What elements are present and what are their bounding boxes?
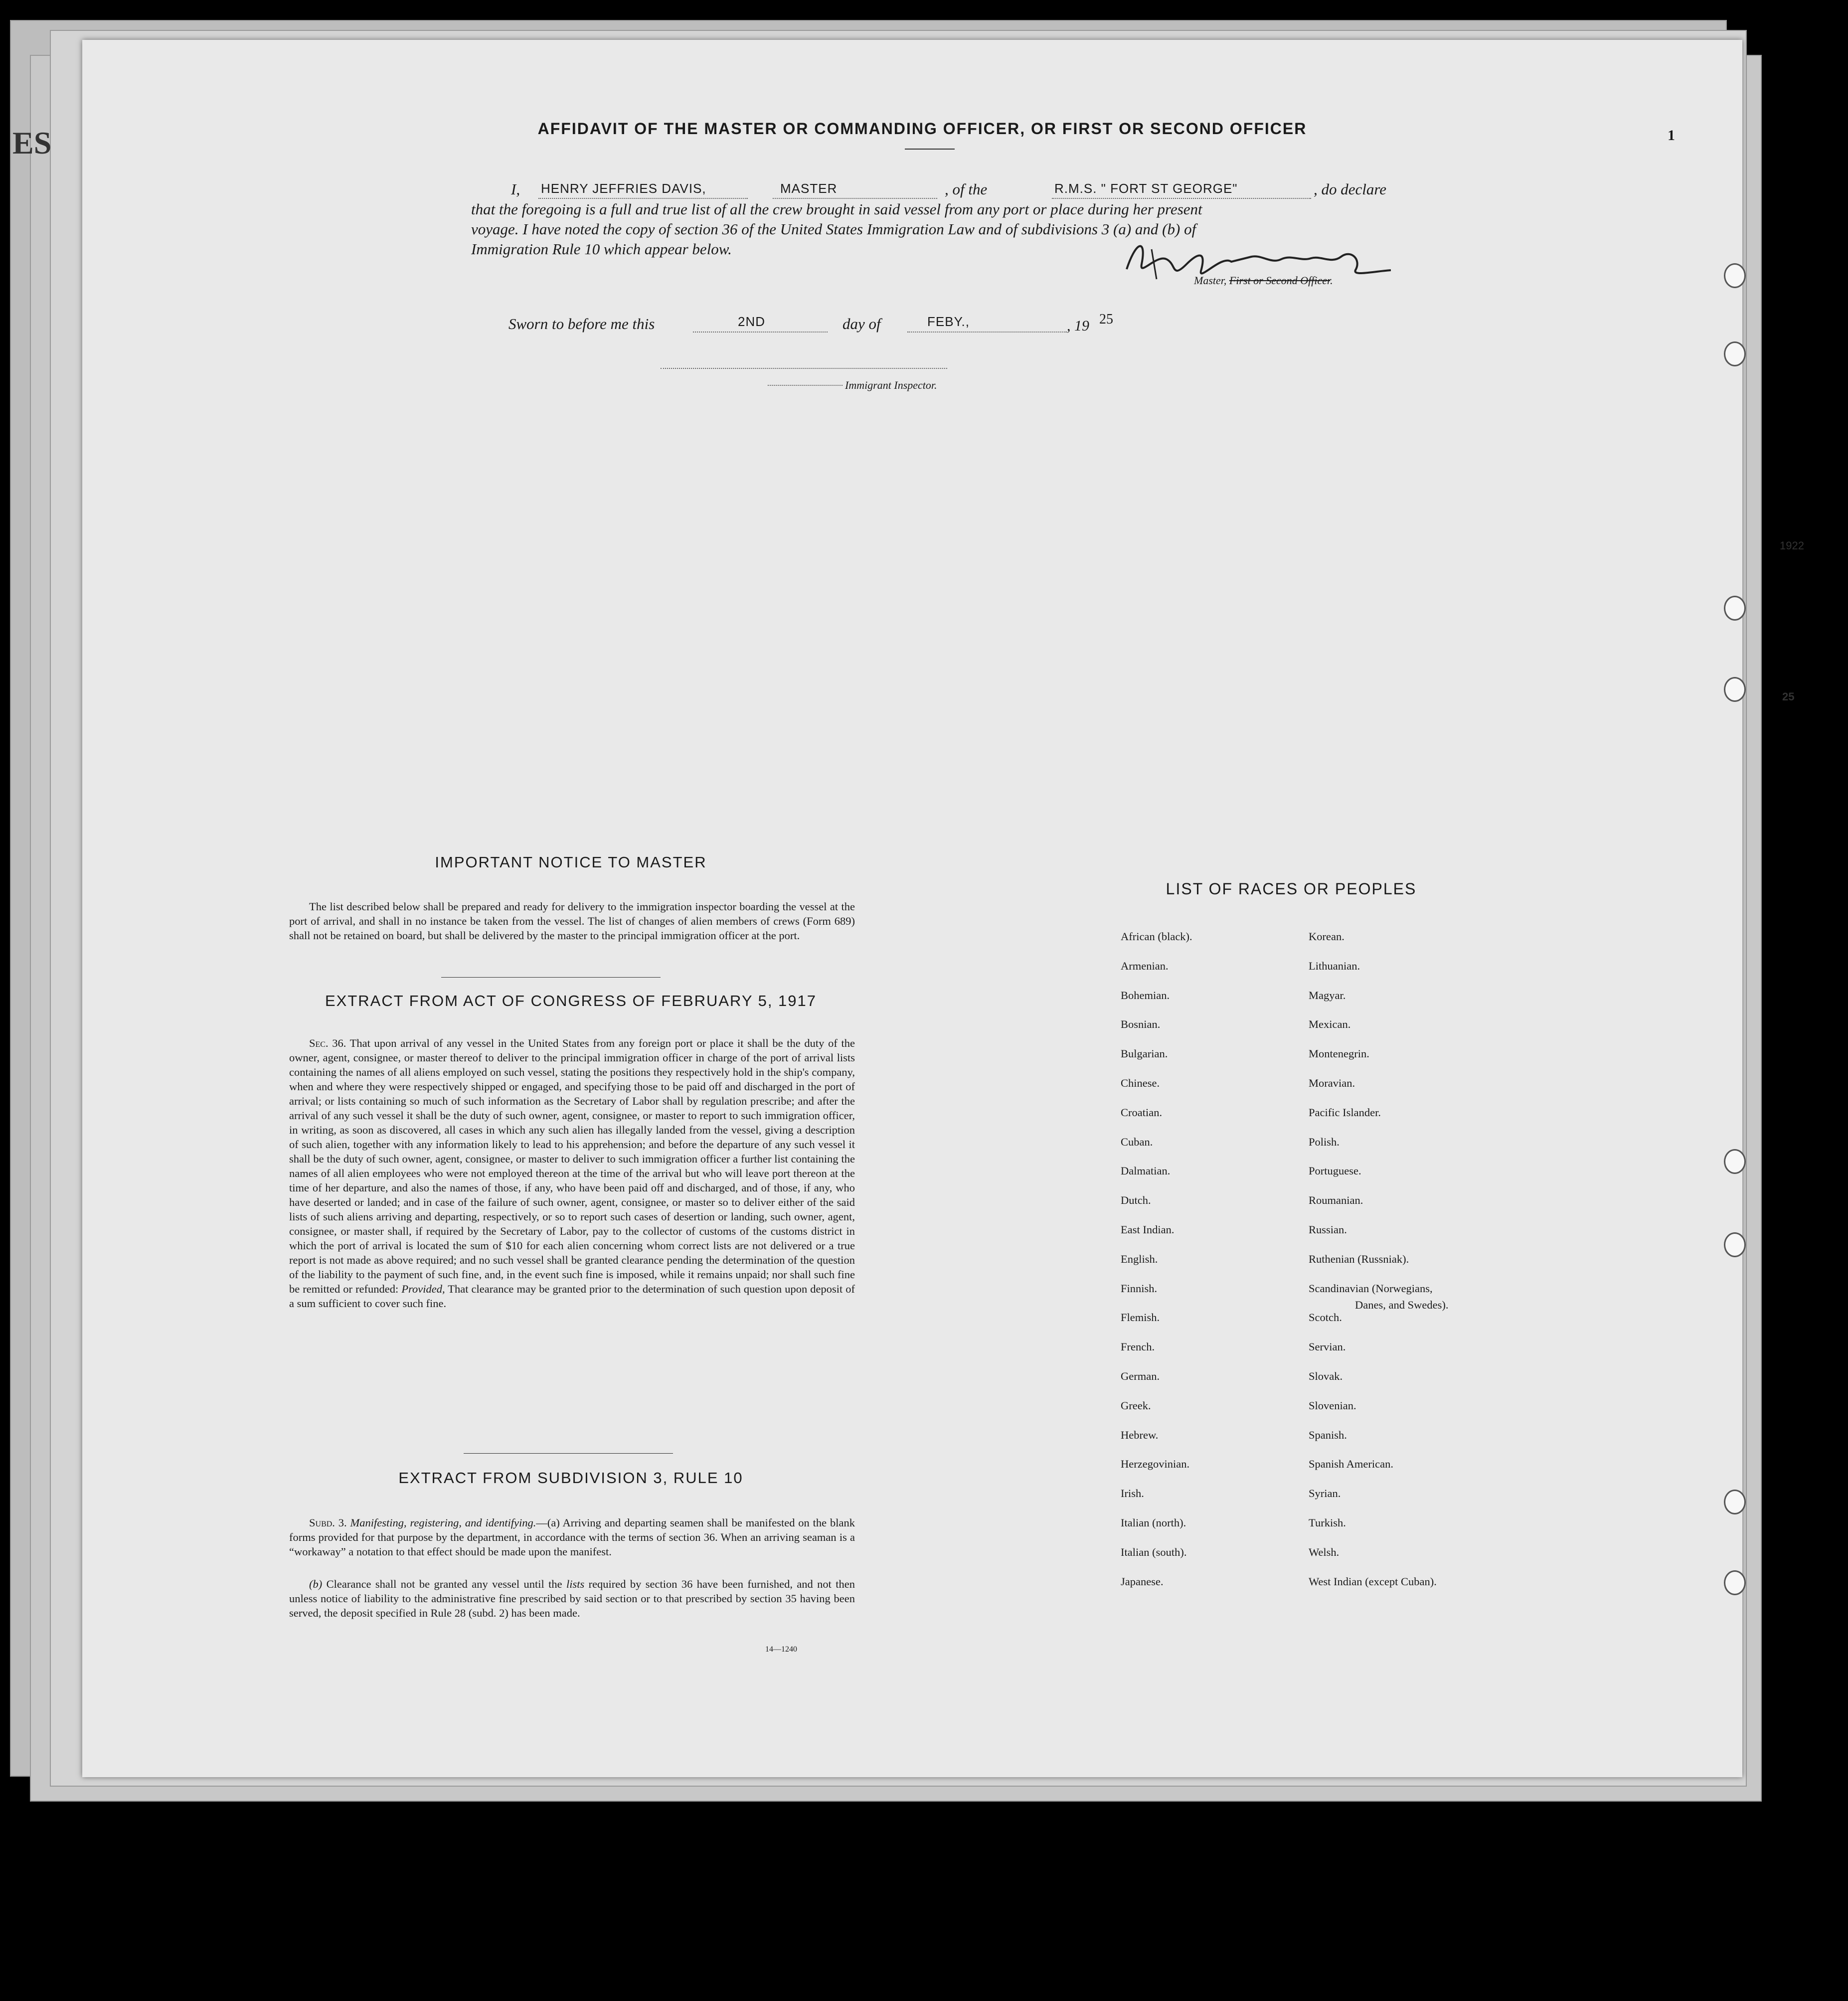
race-item: Bulgarian. — [1121, 1047, 1168, 1060]
sworn-month-line — [907, 332, 1067, 333]
binder-hole — [1724, 1490, 1746, 1514]
race-item: Mexican. — [1309, 1018, 1351, 1030]
sworn-line — [508, 315, 1157, 333]
binder-hole — [1724, 1149, 1746, 1174]
provided-word: Provided, — [401, 1283, 445, 1295]
sworn-day-line — [693, 332, 828, 333]
declaration-line-4: Immigration Rule 10 which appear below. — [471, 240, 732, 258]
declaration-line-3: voyage. I have noted the copy of section 36 of the United States Immigration Law and of subdivisions 3 (a) and (b) of — [471, 220, 1196, 238]
back-sheet-date: 1922 — [1780, 539, 1804, 552]
race-item: Syrian. — [1309, 1487, 1341, 1500]
binder-hole — [1724, 1232, 1746, 1257]
race-item: Hebrew. — [1121, 1429, 1159, 1441]
race-item-scandinavian-cont: Danes, and Swedes). — [1355, 1299, 1449, 1311]
race-item: Italian (north). — [1121, 1516, 1186, 1529]
race-item: Chinese. — [1121, 1077, 1160, 1089]
race-item: Scandinavian (Norwegians, — [1309, 1282, 1433, 1295]
affidavit-title: AFFIDAVIT OF THE MASTER OR COMMANDING OFFICER, OR FIRST OR SECOND OFFICER — [537, 120, 1307, 138]
race-item: Roumanian. — [1309, 1194, 1363, 1206]
rank-fill-line — [773, 198, 937, 199]
declaration-prefix: I, — [511, 180, 520, 198]
form-number: 14—1240 — [765, 1645, 797, 1654]
race-item: Croatian. — [1121, 1106, 1163, 1119]
race-item: Turkish. — [1309, 1516, 1346, 1529]
binder-hole — [1724, 341, 1746, 366]
race-item: Dutch. — [1121, 1194, 1151, 1206]
extract-act-title: EXTRACT FROM ACT OF CONGRESS OF FEBRUARY 5, 1917 — [325, 992, 817, 1009]
signature-caption: Master, First or Second Officer. — [1194, 274, 1333, 287]
notice-title: IMPORTANT NOTICE TO MASTER — [435, 853, 707, 871]
subd-label: Subd. 3. — [309, 1516, 347, 1529]
race-item: West Indian (except Cuban). — [1309, 1575, 1437, 1588]
race-item: French. — [1121, 1340, 1155, 1353]
page-number-mark: 1 — [1668, 127, 1675, 144]
race-item: Cuban. — [1121, 1136, 1153, 1148]
races-title: LIST OF RACES OR PEOPLES — [1166, 880, 1417, 898]
race-item: German. — [1121, 1370, 1160, 1382]
back-sheet-margin-text: ES — [12, 125, 52, 161]
day-of-text: day of — [842, 315, 881, 333]
race-item: Moravian. — [1309, 1077, 1355, 1089]
sworn-month-field: FEBY., — [927, 314, 970, 329]
subd-heading: Manifesting, registering, and identifying. — [350, 1516, 536, 1529]
race-item: Armenian. — [1121, 960, 1169, 972]
extract-rule-para-a — [289, 1515, 855, 1559]
binder-hole — [1724, 1570, 1746, 1595]
do-declare-text: , do declare — [1314, 180, 1387, 198]
binder-hole — [1724, 596, 1746, 621]
race-item: Japanese. — [1121, 1575, 1164, 1588]
race-item: Herzegovinian. — [1121, 1458, 1190, 1470]
race-item: Pacific Islander. — [1309, 1106, 1381, 1119]
extract-rule-para-b: (b) Clearance shall not be granted any vessel until the lists required by section 36 have been furnished, and not then unless notice of liability to the administrative fine prescribed by said section or to that prescribed by section 35 having been served, the deposit specified in Rule 28 (subd. 2) has been made. — [289, 1578, 855, 1619]
race-item: Welsh. — [1309, 1546, 1340, 1558]
race-item: Spanish American. — [1309, 1458, 1393, 1470]
race-item: Portuguese. — [1309, 1165, 1361, 1177]
of-the-text: , of the — [945, 180, 988, 198]
race-item: English. — [1121, 1253, 1158, 1265]
declaration-line-2: that the foregoing is a full and true list of all the crew brought in said vessel from any port or place during her present — [471, 200, 1202, 218]
inspector-line-short — [768, 385, 842, 386]
race-item: Montenegrin. — [1309, 1047, 1369, 1060]
race-item: Korean. — [1309, 930, 1344, 943]
race-item: East Indian. — [1121, 1223, 1175, 1236]
race-item: Ruthenian (Russniak). — [1309, 1253, 1409, 1265]
year-suffix-handwritten: 25 — [1099, 312, 1113, 327]
race-item: Magyar. — [1309, 989, 1346, 1001]
extract-rule-title: EXTRACT FROM SUBDIVISION 3, RULE 10 — [398, 1469, 743, 1487]
race-item: Scotch. — [1309, 1311, 1342, 1324]
back-sheet-year: 25 — [1782, 690, 1795, 703]
race-item: Finnish. — [1121, 1282, 1158, 1295]
inspector-signature-line — [661, 368, 947, 369]
race-item: Polish. — [1309, 1136, 1340, 1148]
race-item: Slovak. — [1309, 1370, 1343, 1382]
extract-act-text — [289, 1036, 855, 1311]
race-item: Spanish. — [1309, 1429, 1347, 1441]
race-item: Italian (south). — [1121, 1546, 1187, 1558]
extract-divider — [464, 1453, 673, 1454]
rank-field: MASTER — [780, 181, 838, 196]
section-body-end: That clearance may be granted prior to the determination of such question upon deposit of a sum sufficient to cover such fine. — [289, 1283, 855, 1310]
race-item: Bosnian. — [1121, 1018, 1161, 1030]
notice-divider — [441, 977, 661, 978]
para-b-label: (b) — [309, 1578, 323, 1590]
subd-para-a: —(a) Arriving and departing seamen shall be manifested on the blank forms provided for that purpose by the department, in accordance with the terms of section 36. When an arriving seaman is a “workaway” a notation to that effect should be made upon the manifest. — [289, 1516, 855, 1558]
race-item: Dalmatian. — [1121, 1165, 1171, 1177]
master-name-field: HENRY JEFFRIES DAVIS, — [541, 181, 706, 196]
race-item: Bohemian. — [1121, 989, 1170, 1001]
vessel-fill-line — [1052, 198, 1311, 199]
race-item: Slovenian. — [1309, 1399, 1356, 1412]
race-item: Lithuanian. — [1309, 960, 1360, 972]
race-item: Servian. — [1309, 1340, 1346, 1353]
section-label: Sec. 36. — [309, 1037, 346, 1049]
binder-hole — [1724, 263, 1746, 288]
vessel-name-field: R.M.S. " FORT ST GEORGE" — [1054, 181, 1238, 196]
notice-text: The list described below shall be prepared and ready for delivery to the immigration inspector boarding the vessel at the port of arrival, and shall in no instance be taken from the vessel. The list of changes of alien members of crews (Form 689) shall not be retained on board, but shall be delivered by the master to the principal immigration officer at the port. — [289, 900, 855, 942]
race-item: Flemish. — [1121, 1311, 1160, 1324]
binder-hole — [1724, 677, 1746, 702]
race-item: Irish. — [1121, 1487, 1144, 1500]
sworn-prefix: Sworn to before me this — [508, 315, 655, 333]
race-item: African (black). — [1121, 930, 1192, 943]
section-body: That upon arrival of any vessel in the United States from any foreign port or place it shall be the duty of the owner, agent, consignee, or master thereof to deliver to the principal immigration officer in charge of the port of arrival lists containing the names of all aliens employed on such vessel, stating the positions they respectively hold in the ship's company, when and where they were respectively shipped or engaged, and specifying those to be paid off and discharged in the port of arrival; or lists containing so much of such information as the Secretary of Labor shall by regulation prescribe; and after the arrival of any such vessel it shall be the duty of such owner, agent, consignee, or master to report to such immigration officer, in writing, as soon as discovered, all cases in which any such alien has illegally landed from the vessel, giving a description of such alien, together with any information likely to lead to his apprehension; and before the departure of any such vessel it shall be the duty of such owner, agent, consignee, or master to deliver to such immigration officer a further list containing the names of all alien employees who were not employed thereon at the time of the arrival but who will leave port thereon at the time of her departure, and also the names of those, if any, who have been paid off and discharged, and of those, if any, who have deserted or landed; and in case of the failure of such owner, agent, consignee, or master so to deliver either of the said lists of such aliens arriving and departing, respectively, or so to report such cases of desertion or landing, such owner, agent, consignee, or master shall, if required by the Secretary of Labor, pay to the collector of customs of the customs district in which the port of arrival is located the sum of $10 for each alien concerning whom correct lists are not delivered or a true report is not made as above required; and no such vessel shall be granted clearance pending the determination of the question of the liability to the payment of such fine, and, in the event such fine is imposed, while it remains unpaid; nor shall such fine be remitted or refunded: — [289, 1037, 855, 1295]
inspector-caption: Immigrant Inspector. — [845, 379, 937, 391]
year-prefix: , 19 — [1067, 318, 1089, 334]
race-item: Russian. — [1309, 1223, 1347, 1236]
race-item: Greek. — [1121, 1399, 1151, 1412]
sworn-day-field: 2ND — [738, 314, 766, 329]
title-underline — [905, 149, 955, 150]
name-fill-line — [538, 198, 748, 199]
